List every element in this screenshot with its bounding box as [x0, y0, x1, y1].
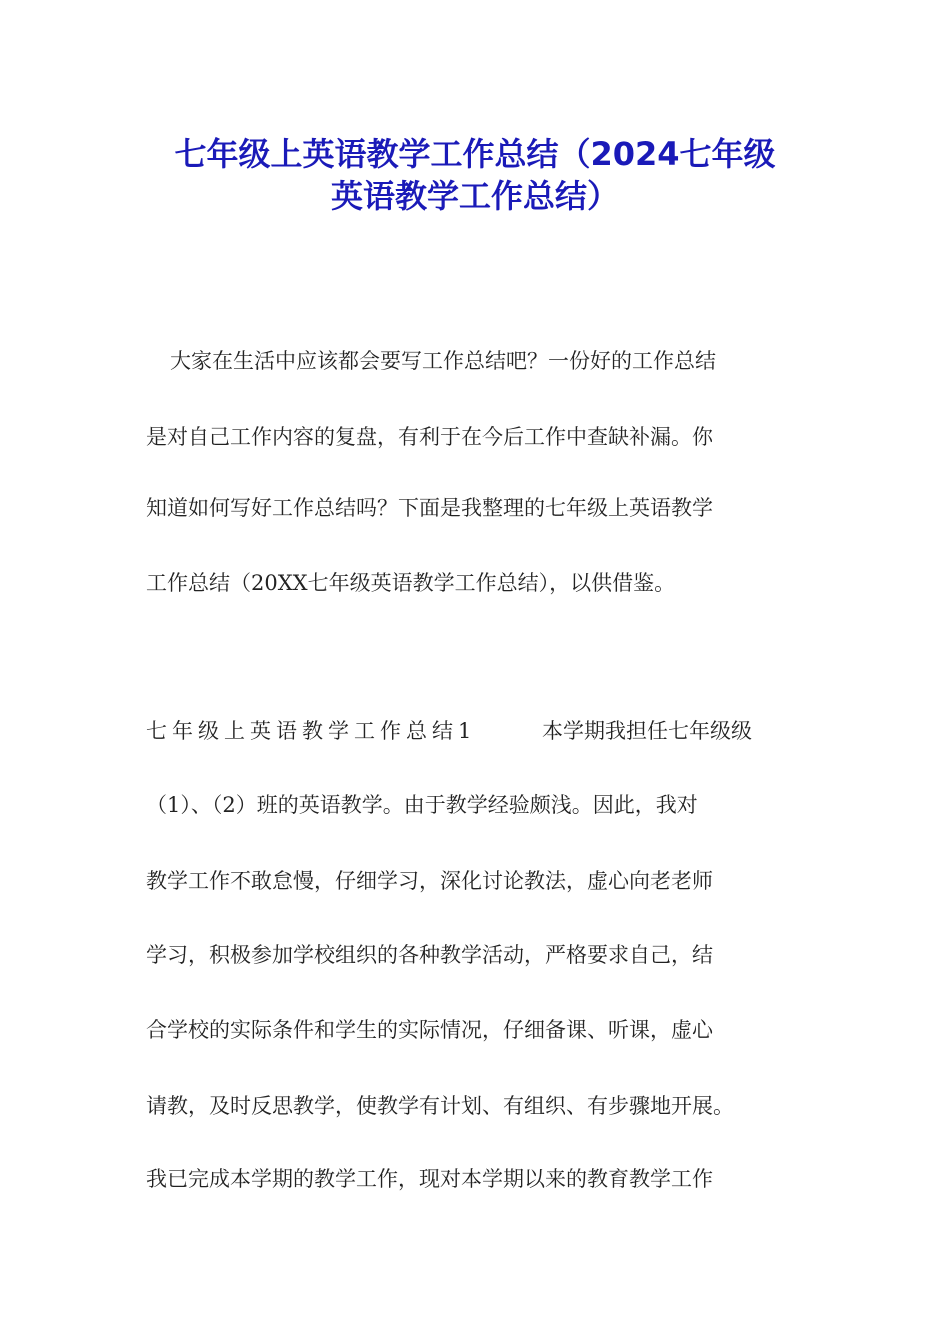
- intro-line-2: 是对自己工作内容的复盘，有利于在今后工作中查缺补漏。你: [146, 425, 713, 449]
- section-heading: 七年级上英语教学工作总结1: [146, 719, 477, 743]
- body-line-5: 请教，及时反思教学，使教学有计划、有组织、有步骤地开展。: [146, 1094, 734, 1118]
- intro-line-1: 大家在生活中应该都会要写工作总结吧？一份好的工作总结: [170, 349, 716, 373]
- body-line-3: 学习，积极参加学校组织的各种教学活动，严格要求自己，结: [146, 943, 713, 967]
- document-title-line-2: 英语教学工作总结）: [330, 177, 619, 215]
- body-line-6: 我已完成本学期的教学工作，现对本学期以来的教育教学工作: [146, 1167, 713, 1191]
- intro-line-3: 知道如何写好工作总结吗？下面是我整理的七年级上英语教学: [146, 496, 713, 520]
- intro-line-4: 工作总结（20XX七年级英语教学工作总结），以供借鉴。: [146, 571, 676, 595]
- body-line-4: 合学校的实际条件和学生的实际情况，仔细备课、听课，虚心: [146, 1018, 713, 1042]
- body-line-2: 教学工作不敢怠慢，仔细学习，深化讨论教法，虚心向老老师: [146, 869, 713, 893]
- body-line-1: （1）、（2）班的英语教学。由于教学经验颇浅。因此，我对: [146, 793, 698, 817]
- document-title-line-1: 七年级上英语教学工作总结（2024七年级: [174, 135, 776, 173]
- section-lead-text: 本学期我担任七年级级: [542, 719, 752, 743]
